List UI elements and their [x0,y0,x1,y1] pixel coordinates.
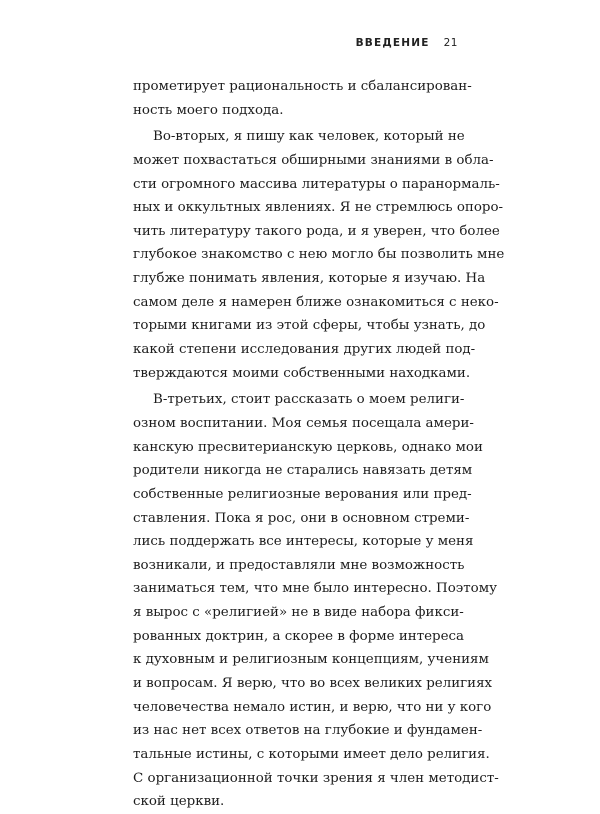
text-line: какой степени исследования других людей под- [133,342,476,358]
page-number: 21 [443,37,458,49]
text-line: ных и оккультных явлениях. Я не стремлюсь опоро- [133,200,504,216]
text-line: тальные истины, с которыми имеет дело религия. [133,746,490,762]
text-line: сти огромного массива литературы о паранормаль- [133,176,500,192]
paragraph [133,125,505,385]
text-line: Во-вторых, я пишу как человек, который не [153,129,465,145]
text-line: озном воспитании. Моя семья посещала амери- [133,415,474,431]
text-line: тверждаются моими собственными находками. [133,365,471,381]
text-line: ставления. Пока я рос, они в основном стреми- [133,510,470,526]
paragraph [133,388,499,814]
text-line: к духовным и религиозным концепциям, учениям [133,652,489,668]
running-header [356,37,458,49]
chapter-title: ВВЕДЕНИЕ [355,37,430,49]
text-line: лись поддержать все интересы, которые у меня [133,534,474,550]
text-line: родители никогда не старались навязать детям [133,463,473,479]
text-line: из нас нет всех ответов на глубокие и фундамен- [133,723,483,739]
text-line: возникали, и предоставляли мне возможность [133,557,465,573]
text-line: глубокое знакомство с нею могло бы позволить мне [133,247,505,263]
text-line: чить литературу такого рода, и я уверен, что более [133,223,500,239]
body-text [133,75,505,814]
text-line: и вопросам. Я верю, что во всех великих религиях [133,676,493,692]
text-line: В-третьих, стоит рассказать о моем религи- [153,392,465,408]
text-line: самом деле я намерен ближе ознакомиться с неко- [133,294,499,310]
text-line: ской церкви. [133,794,225,810]
text-line: человечества немало истин, и верю, что ни у кого [133,699,492,715]
text-line: заниматься тем, что мне было интересно. Поэтому [133,581,498,597]
text-line: может похвастаться обширными знаниями в обла- [133,152,494,168]
text-line: глубже понимать явления, которые я изучаю. На [133,271,486,287]
text-line: рованных доктрин, а скорее в форме интереса [133,628,465,644]
text-line: я вырос с «религией» не в виде набора фикси- [133,605,464,621]
text-line: канскую пресвитерианскую церковь, однако мои [133,439,483,455]
paragraph [133,75,472,122]
text-line: ность моего подхода. [133,102,284,118]
text-line: торыми книгами из этой сферы, чтобы узнать, до [133,318,486,334]
text-line: С организационной точки зрения я член методист- [133,770,499,786]
text-line: прометирует рациональность и сбалансирован- [133,79,472,94]
text-line: собственные религиозные верования или пред- [133,486,472,502]
